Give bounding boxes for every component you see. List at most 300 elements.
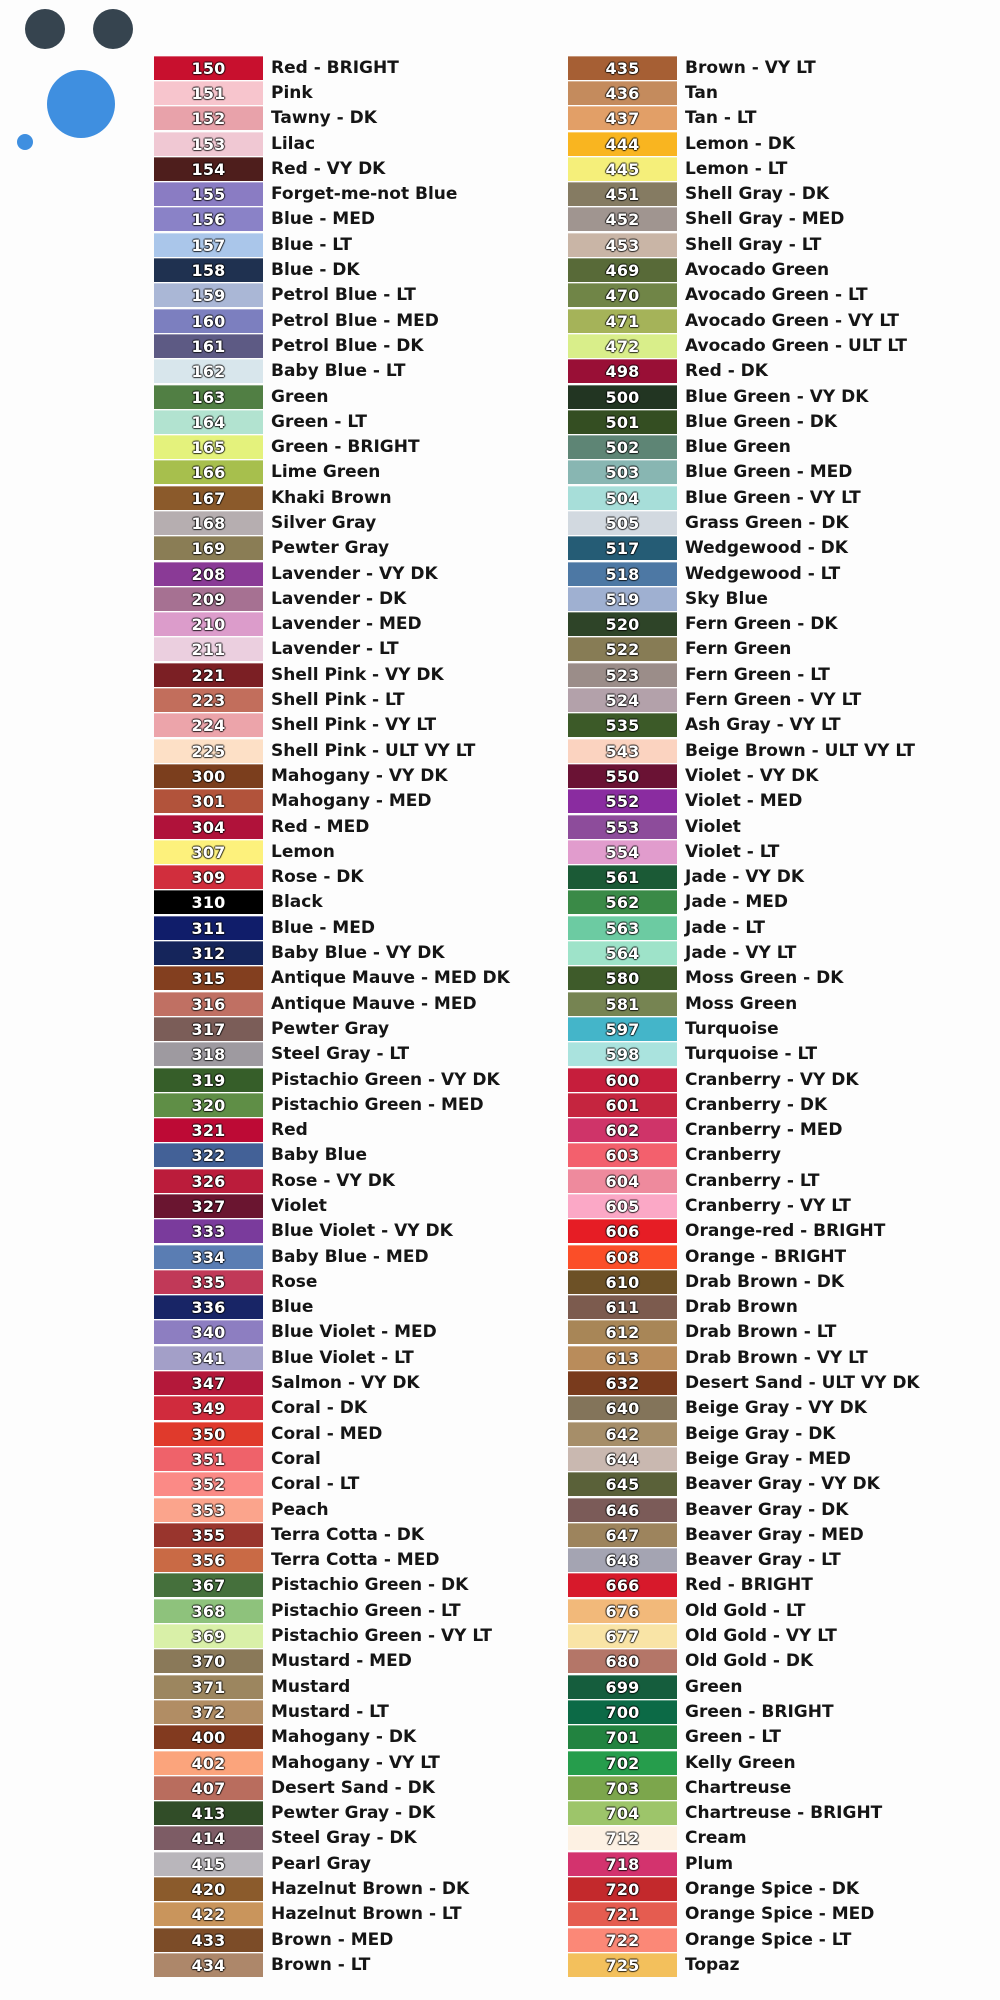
color-swatch: 680 bbox=[568, 1649, 677, 1673]
color-swatch: 166 bbox=[154, 460, 263, 484]
color-name: Cranberry - VY LT bbox=[685, 1196, 851, 1216]
color-swatch: 372 bbox=[154, 1700, 263, 1724]
color-name: Lavender - VY DK bbox=[271, 563, 438, 584]
color-row bbox=[568, 1193, 920, 1218]
color-row bbox=[568, 156, 920, 181]
color-name: Red - BRIGHT bbox=[271, 57, 399, 78]
color-swatch: 640 bbox=[568, 1396, 677, 1420]
color-row bbox=[154, 1042, 510, 1067]
color-row bbox=[154, 1548, 510, 1573]
color-name: Beige Brown - ULT VY LT bbox=[685, 740, 915, 761]
color-swatch: 608 bbox=[568, 1245, 677, 1269]
color-swatch: 702 bbox=[568, 1751, 677, 1775]
color-row bbox=[568, 1396, 920, 1421]
color-swatch: 469 bbox=[568, 258, 677, 282]
color-swatch: 320 bbox=[154, 1093, 263, 1117]
color-row bbox=[154, 915, 510, 940]
color-row bbox=[568, 561, 920, 586]
color-swatch: 498 bbox=[568, 359, 677, 383]
color-swatch: 316 bbox=[154, 992, 263, 1016]
color-name: Steel Gray - LT bbox=[271, 1044, 410, 1065]
color-name: Lavender - DK bbox=[271, 588, 407, 609]
color-row bbox=[154, 789, 510, 814]
color-row bbox=[154, 333, 510, 358]
color-row bbox=[154, 991, 510, 1016]
color-row bbox=[154, 55, 510, 80]
color-row bbox=[154, 1446, 510, 1471]
color-row bbox=[568, 536, 920, 561]
color-name: Green bbox=[685, 1676, 743, 1697]
color-row bbox=[568, 55, 920, 80]
color-swatch: 603 bbox=[568, 1143, 677, 1167]
color-swatch: 353 bbox=[154, 1498, 263, 1522]
color-name: Red bbox=[271, 1120, 308, 1141]
color-row bbox=[154, 1168, 510, 1193]
color-name: Antique Mauve - MED DK bbox=[271, 968, 510, 989]
color-row bbox=[154, 1497, 510, 1522]
color-name: Pistachio Green - DK bbox=[271, 1575, 469, 1596]
color-swatch: 168 bbox=[154, 511, 263, 535]
color-swatch: 159 bbox=[154, 283, 263, 307]
color-row bbox=[568, 1674, 920, 1699]
color-name: Blue Green - VY DK bbox=[685, 386, 869, 407]
color-name: Beige Gray - VY DK bbox=[685, 1398, 867, 1419]
color-row bbox=[154, 1320, 510, 1345]
color-name: Mahogany - VY DK bbox=[271, 765, 448, 786]
color-row bbox=[154, 763, 510, 788]
color-row bbox=[568, 1800, 920, 1825]
color-name: Shell Gray - LT bbox=[685, 234, 822, 255]
color-name: Hazelnut Brown - DK bbox=[271, 1879, 470, 1900]
color-swatch: 563 bbox=[568, 916, 677, 940]
color-swatch: 453 bbox=[568, 233, 677, 257]
color-row bbox=[568, 1421, 920, 1446]
color-name: Mustard - LT bbox=[271, 1701, 389, 1722]
color-row bbox=[568, 1497, 920, 1522]
color-row bbox=[154, 1952, 510, 1977]
color-swatch: 321 bbox=[154, 1118, 263, 1142]
color-row bbox=[568, 915, 920, 940]
color-name: Shell Pink - LT bbox=[271, 690, 405, 711]
color-swatch: 225 bbox=[154, 739, 263, 763]
color-swatch: 309 bbox=[154, 865, 263, 889]
color-row bbox=[154, 637, 510, 662]
color-name: Baby Blue - MED bbox=[271, 1246, 429, 1267]
color-name: Green - LT bbox=[271, 411, 368, 432]
color-row bbox=[568, 738, 920, 763]
color-swatch: 301 bbox=[154, 789, 263, 813]
color-name: Pewter Gray - DK bbox=[271, 1803, 436, 1824]
color-row bbox=[568, 333, 920, 358]
color-row bbox=[568, 384, 920, 409]
color-row bbox=[154, 1269, 510, 1294]
color-swatch: 505 bbox=[568, 511, 677, 535]
color-row bbox=[568, 1295, 920, 1320]
color-swatch: 210 bbox=[154, 612, 263, 636]
color-swatch: 518 bbox=[568, 562, 677, 586]
color-row bbox=[154, 1800, 510, 1825]
color-name: Mustard bbox=[271, 1676, 351, 1697]
color-row bbox=[568, 789, 920, 814]
color-name: Violet - MED bbox=[685, 791, 803, 812]
color-name: Fern Green - DK bbox=[685, 614, 838, 635]
bubbles-logo-icon bbox=[0, 0, 140, 160]
color-name: Coral - DK bbox=[271, 1398, 368, 1419]
color-swatch: 326 bbox=[154, 1169, 263, 1193]
color-swatch: 712 bbox=[568, 1826, 677, 1850]
color-swatch: 415 bbox=[154, 1852, 263, 1876]
color-name: Lemon - DK bbox=[685, 133, 796, 154]
color-row bbox=[154, 1598, 510, 1623]
color-row bbox=[568, 1876, 920, 1901]
color-row bbox=[154, 1725, 510, 1750]
color-name: Drab Brown bbox=[685, 1297, 798, 1318]
color-swatch: 554 bbox=[568, 840, 677, 864]
color-name: Violet - LT bbox=[685, 841, 780, 862]
color-row bbox=[154, 1699, 510, 1724]
color-name: Lemon - LT bbox=[685, 158, 788, 179]
color-name: Blue Violet - LT bbox=[271, 1347, 414, 1368]
color-name: Cranberry bbox=[685, 1145, 781, 1166]
color-swatch: 319 bbox=[154, 1068, 263, 1092]
color-name: Turquoise bbox=[685, 1018, 779, 1039]
color-row bbox=[568, 814, 920, 839]
color-name: Brown - VY LT bbox=[685, 57, 816, 78]
color-swatch: 451 bbox=[568, 182, 677, 206]
color-swatch: 413 bbox=[154, 1801, 263, 1825]
color-name: Fern Green - VY LT bbox=[685, 690, 862, 711]
color-swatch: 552 bbox=[568, 789, 677, 813]
color-row bbox=[568, 713, 920, 738]
color-name: Coral - LT bbox=[271, 1474, 360, 1495]
color-name: Avocado Green - ULT LT bbox=[685, 335, 907, 356]
color-name: Fern Green bbox=[685, 639, 792, 660]
color-swatch: 700 bbox=[568, 1700, 677, 1724]
color-row bbox=[154, 1851, 510, 1876]
color-row bbox=[568, 434, 920, 459]
color-row bbox=[154, 1927, 510, 1952]
color-name: Orange Spice - MED bbox=[685, 1904, 875, 1925]
color-name: Red - MED bbox=[271, 816, 370, 837]
color-swatch: 504 bbox=[568, 486, 677, 510]
color-swatch: 155 bbox=[154, 182, 263, 206]
color-swatch: 611 bbox=[568, 1295, 677, 1319]
color-name: Fern Green - LT bbox=[685, 664, 830, 685]
color-row bbox=[154, 561, 510, 586]
color-name: Orange-red - BRIGHT bbox=[685, 1221, 886, 1242]
color-name: Pewter Gray bbox=[271, 1018, 390, 1039]
color-swatch: 725 bbox=[568, 1953, 677, 1977]
color-row bbox=[568, 1623, 920, 1648]
color-swatch: 471 bbox=[568, 309, 677, 333]
color-row bbox=[568, 763, 920, 788]
color-row bbox=[154, 207, 510, 232]
color-name: Coral bbox=[271, 1448, 321, 1469]
color-name: Green - BRIGHT bbox=[271, 437, 420, 458]
color-row bbox=[154, 131, 510, 156]
color-name: Rose bbox=[271, 1271, 318, 1292]
logo-blue-circle-large bbox=[47, 70, 115, 138]
color-name: Green bbox=[271, 386, 329, 407]
color-name: Jade - VY DK bbox=[685, 867, 805, 888]
color-row bbox=[568, 1345, 920, 1370]
color-name: Topaz bbox=[685, 1954, 740, 1975]
color-swatch: 642 bbox=[568, 1422, 677, 1446]
color-name: Orange Spice - LT bbox=[685, 1929, 852, 1950]
color-row bbox=[568, 1117, 920, 1142]
color-name: Blue Green - MED bbox=[685, 462, 853, 483]
color-row bbox=[154, 814, 510, 839]
color-row bbox=[568, 1725, 920, 1750]
color-swatch: 436 bbox=[568, 81, 677, 105]
color-name: Tan - LT bbox=[685, 108, 757, 129]
color-row bbox=[568, 1548, 920, 1573]
color-swatch: 312 bbox=[154, 941, 263, 965]
color-row bbox=[568, 409, 920, 434]
color-row bbox=[568, 687, 920, 712]
color-row bbox=[154, 1902, 510, 1927]
color-row bbox=[154, 181, 510, 206]
color-swatch: 350 bbox=[154, 1422, 263, 1446]
color-name: Lemon bbox=[271, 841, 335, 862]
color-name: Lavender - LT bbox=[271, 639, 399, 660]
color-name: Forget-me-not Blue bbox=[271, 184, 458, 205]
color-row bbox=[568, 207, 920, 232]
color-name: Pistachio Green - VY LT bbox=[271, 1626, 492, 1647]
color-row bbox=[154, 384, 510, 409]
color-swatch: 167 bbox=[154, 486, 263, 510]
color-row bbox=[154, 890, 510, 915]
color-name: Violet - VY DK bbox=[685, 765, 819, 786]
color-swatch: 602 bbox=[568, 1118, 677, 1142]
color-name: Salmon - VY DK bbox=[271, 1373, 420, 1394]
color-name: Cranberry - DK bbox=[685, 1094, 828, 1115]
color-name: Khaki Brown bbox=[271, 487, 392, 508]
color-row bbox=[154, 1370, 510, 1395]
color-swatch: 598 bbox=[568, 1042, 677, 1066]
color-row bbox=[154, 839, 510, 864]
color-swatch: 317 bbox=[154, 1017, 263, 1041]
color-name: Mahogany - MED bbox=[271, 791, 432, 812]
color-row bbox=[568, 1370, 920, 1395]
color-name: Old Gold - VY LT bbox=[685, 1626, 837, 1647]
color-row bbox=[568, 1750, 920, 1775]
color-name: Lilac bbox=[271, 133, 316, 154]
color-name: Petrol Blue - MED bbox=[271, 310, 439, 331]
color-swatch: 703 bbox=[568, 1776, 677, 1800]
color-swatch: 612 bbox=[568, 1320, 677, 1344]
color-name: Tawny - DK bbox=[271, 108, 377, 129]
color-swatch: 676 bbox=[568, 1599, 677, 1623]
color-swatch: 336 bbox=[154, 1295, 263, 1319]
color-name: Drab Brown - DK bbox=[685, 1271, 845, 1292]
color-swatch: 318 bbox=[154, 1042, 263, 1066]
color-name: Lime Green bbox=[271, 462, 381, 483]
color-name: Wedgewood - LT bbox=[685, 563, 841, 584]
color-name: Pink bbox=[271, 82, 313, 103]
color-name: Desert Sand - DK bbox=[271, 1777, 435, 1798]
color-swatch: 721 bbox=[568, 1902, 677, 1926]
color-swatch: 500 bbox=[568, 385, 677, 409]
color-name: Lavender - MED bbox=[271, 614, 422, 635]
color-row bbox=[154, 662, 510, 687]
color-swatch: 502 bbox=[568, 435, 677, 459]
color-row bbox=[154, 865, 510, 890]
color-swatch: 601 bbox=[568, 1093, 677, 1117]
color-name: Baby Blue bbox=[271, 1145, 368, 1166]
color-swatch: 677 bbox=[568, 1624, 677, 1648]
color-swatch: 414 bbox=[154, 1826, 263, 1850]
color-row bbox=[154, 1750, 510, 1775]
color-swatch: 150 bbox=[154, 56, 263, 80]
color-swatch: 718 bbox=[568, 1852, 677, 1876]
color-row bbox=[154, 687, 510, 712]
color-row bbox=[154, 409, 510, 434]
color-row bbox=[568, 839, 920, 864]
color-row bbox=[154, 586, 510, 611]
color-swatch: 347 bbox=[154, 1371, 263, 1395]
color-row bbox=[568, 1573, 920, 1598]
color-name: Violet bbox=[685, 816, 741, 837]
color-swatch: 370 bbox=[154, 1649, 263, 1673]
color-name: Cranberry - LT bbox=[685, 1170, 820, 1191]
color-row bbox=[154, 738, 510, 763]
color-row bbox=[568, 1067, 920, 1092]
color-swatch: 562 bbox=[568, 890, 677, 914]
color-name: Mahogany - VY LT bbox=[271, 1752, 440, 1773]
color-row bbox=[154, 966, 510, 991]
color-name: Coral - MED bbox=[271, 1423, 383, 1444]
color-name: Turquoise - LT bbox=[685, 1044, 818, 1065]
color-name: Shell Gray - DK bbox=[685, 184, 829, 205]
color-swatch: 434 bbox=[154, 1953, 263, 1977]
color-row bbox=[154, 1067, 510, 1092]
color-name: Pearl Gray bbox=[271, 1853, 371, 1874]
color-name: Beaver Gray - MED bbox=[685, 1524, 864, 1545]
color-row bbox=[154, 1244, 510, 1269]
color-swatch: 435 bbox=[568, 56, 677, 80]
color-name: Jade - VY LT bbox=[685, 943, 797, 964]
color-swatch: 371 bbox=[154, 1675, 263, 1699]
color-swatch: 356 bbox=[154, 1548, 263, 1572]
color-name: Brown - LT bbox=[271, 1954, 371, 1975]
color-row bbox=[154, 1117, 510, 1142]
color-row bbox=[154, 1193, 510, 1218]
color-swatch: 223 bbox=[154, 688, 263, 712]
color-name: Chartreuse bbox=[685, 1777, 792, 1798]
color-name: Beige Gray - DK bbox=[685, 1423, 836, 1444]
color-name: Shell Gray - MED bbox=[685, 209, 845, 230]
color-swatch: 666 bbox=[568, 1573, 677, 1597]
color-row bbox=[568, 1320, 920, 1345]
color-name: Peach bbox=[271, 1499, 329, 1520]
color-swatch: 208 bbox=[154, 562, 263, 586]
color-swatch: 335 bbox=[154, 1270, 263, 1294]
color-row bbox=[154, 257, 510, 282]
color-name: Chartreuse - BRIGHT bbox=[685, 1803, 883, 1824]
color-row bbox=[154, 1826, 510, 1851]
color-row bbox=[568, 1522, 920, 1547]
color-name: Sky Blue bbox=[685, 588, 768, 609]
color-row bbox=[568, 940, 920, 965]
color-swatch: 524 bbox=[568, 688, 677, 712]
color-swatch: 470 bbox=[568, 283, 677, 307]
color-row bbox=[154, 1472, 510, 1497]
color-row bbox=[154, 536, 510, 561]
color-swatch: 445 bbox=[568, 157, 677, 181]
color-name: Blue Green - DK bbox=[685, 411, 838, 432]
color-swatch: 720 bbox=[568, 1877, 677, 1901]
color-row bbox=[154, 1345, 510, 1370]
color-swatch: 307 bbox=[154, 840, 263, 864]
color-swatch: 699 bbox=[568, 1675, 677, 1699]
color-swatch: 157 bbox=[154, 233, 263, 257]
color-row bbox=[154, 1649, 510, 1674]
color-swatch: 501 bbox=[568, 410, 677, 434]
logo-dark-circle-right bbox=[93, 9, 133, 49]
color-row bbox=[154, 460, 510, 485]
color-swatch: 322 bbox=[154, 1143, 263, 1167]
color-swatch: 153 bbox=[154, 132, 263, 156]
color-name: Hazelnut Brown - LT bbox=[271, 1904, 462, 1925]
color-swatch: 613 bbox=[568, 1346, 677, 1370]
color-name: Blue Violet - MED bbox=[271, 1322, 437, 1343]
color-name: Green - BRIGHT bbox=[685, 1701, 834, 1722]
color-swatch: 632 bbox=[568, 1371, 677, 1395]
color-row bbox=[154, 612, 510, 637]
color-name: Plum bbox=[685, 1853, 734, 1874]
color-row bbox=[568, 890, 920, 915]
color-row bbox=[568, 510, 920, 535]
logo-blue-circle-small bbox=[17, 134, 33, 150]
color-swatch: 160 bbox=[154, 309, 263, 333]
color-row bbox=[568, 257, 920, 282]
color-row bbox=[154, 106, 510, 131]
color-swatch: 407 bbox=[154, 1776, 263, 1800]
color-swatch: 327 bbox=[154, 1194, 263, 1218]
color-swatch: 161 bbox=[154, 334, 263, 358]
color-swatch: 503 bbox=[568, 460, 677, 484]
color-name: Beaver Gray - VY DK bbox=[685, 1474, 880, 1495]
color-swatch: 221 bbox=[154, 663, 263, 687]
color-row bbox=[568, 662, 920, 687]
color-name: Avocado Green - LT bbox=[685, 285, 868, 306]
color-swatch: 420 bbox=[154, 1877, 263, 1901]
color-row bbox=[568, 1168, 920, 1193]
color-row bbox=[568, 80, 920, 105]
color-row bbox=[568, 1244, 920, 1269]
color-swatch: 334 bbox=[154, 1245, 263, 1269]
color-list-right bbox=[568, 55, 920, 1978]
color-row bbox=[154, 485, 510, 510]
color-row bbox=[568, 1927, 920, 1952]
color-swatch: 522 bbox=[568, 637, 677, 661]
color-swatch: 369 bbox=[154, 1624, 263, 1648]
color-row bbox=[568, 1143, 920, 1168]
color-swatch: 163 bbox=[154, 385, 263, 409]
color-name: Beige Gray - MED bbox=[685, 1448, 851, 1469]
color-swatch: 648 bbox=[568, 1548, 677, 1572]
color-swatch: 444 bbox=[568, 132, 677, 156]
color-swatch: 355 bbox=[154, 1523, 263, 1547]
color-row bbox=[154, 1421, 510, 1446]
color-row bbox=[568, 1092, 920, 1117]
color-name: Moss Green - DK bbox=[685, 968, 844, 989]
color-row bbox=[568, 1826, 920, 1851]
color-swatch: 349 bbox=[154, 1396, 263, 1420]
color-swatch: 610 bbox=[568, 1270, 677, 1294]
color-name: Blue - LT bbox=[271, 234, 352, 255]
